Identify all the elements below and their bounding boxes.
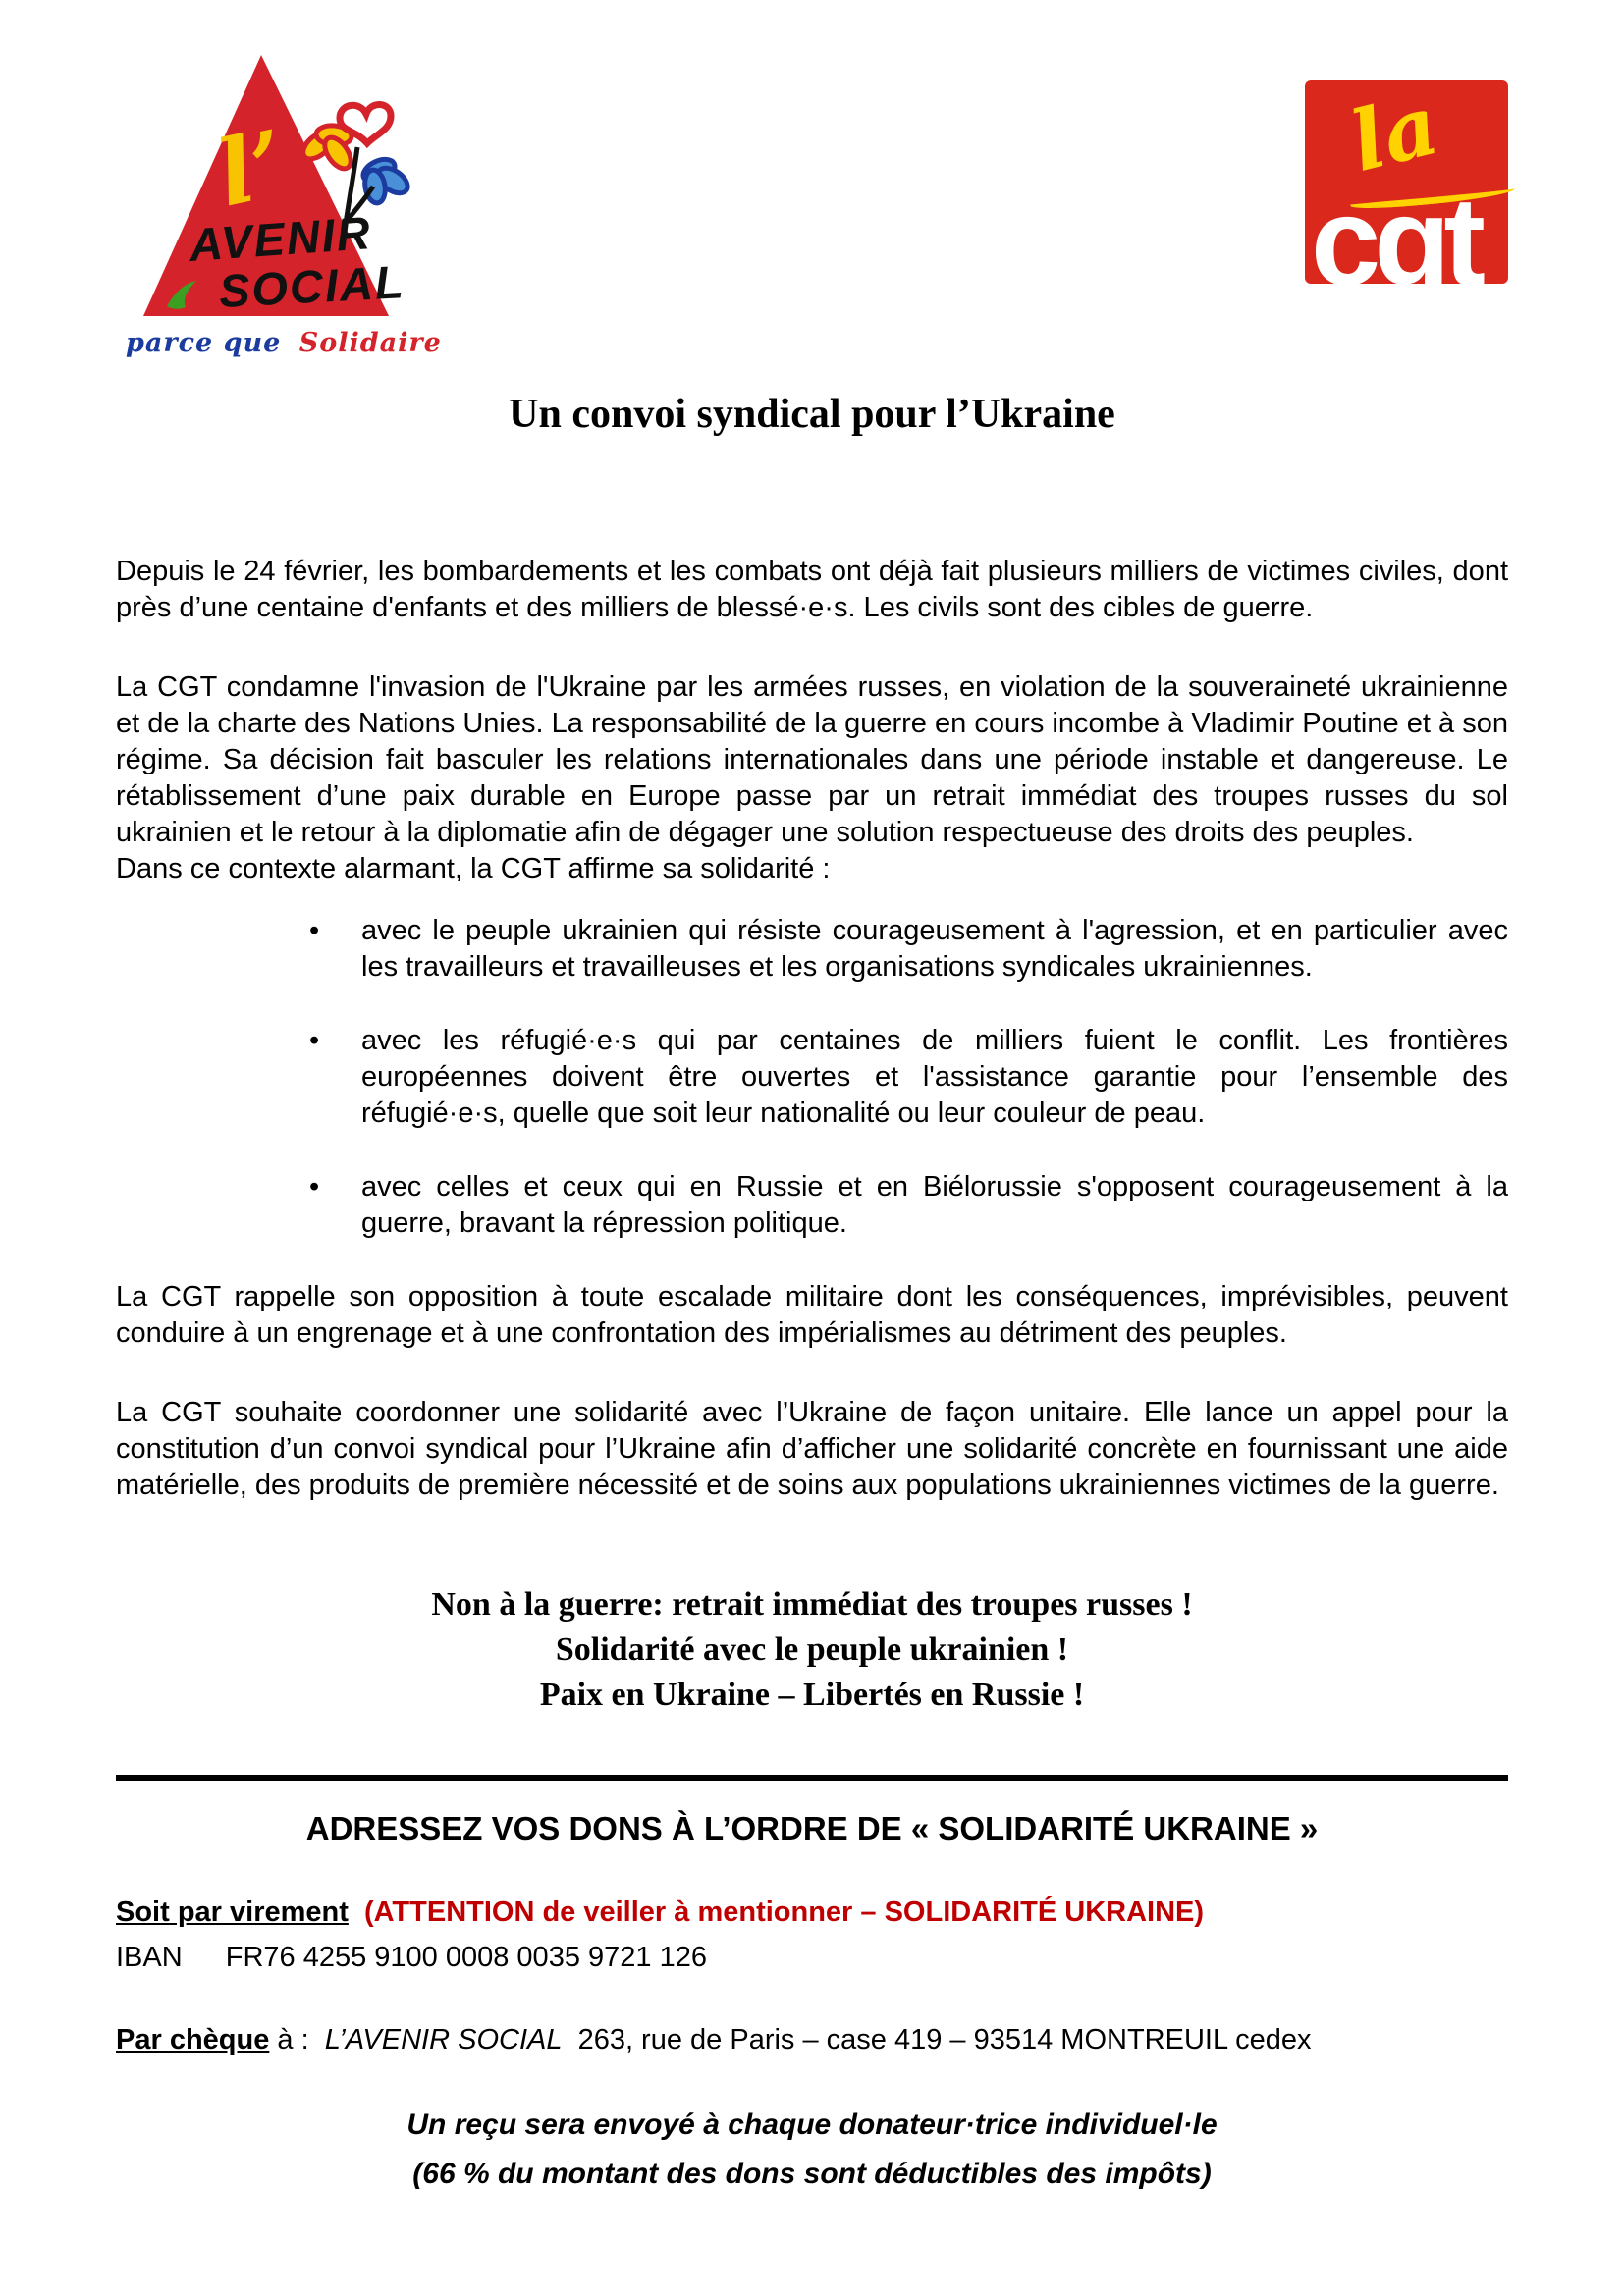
avenir-word: AVENIR (188, 206, 374, 271)
solidarity-bullet-list (309, 913, 1508, 1242)
iban-label: IBAN (116, 1942, 183, 1973)
virement-line (116, 1893, 1508, 1932)
receipt-line-2: (66 % du montant des dons sont déductibles des impôts) (412, 2158, 1212, 2190)
cheque-organisation: L’AVENIR SOCIAL (324, 2024, 563, 2056)
cgt-logo (1305, 76, 1508, 313)
iban-line (116, 1938, 1508, 1977)
section-divider (116, 1775, 1508, 1781)
cheque-address: 263, rue de Paris – case 419 – 93514 MONTREUIL cedex (577, 2024, 1312, 2056)
logo-header (116, 49, 1508, 363)
bullet-icon: • (309, 1025, 320, 1056)
avenir-lettre-l: l’ (208, 109, 296, 228)
slogan-line-1: Non à la guerre: retrait immédiat des troupes russes ! (431, 1586, 1193, 1623)
slogan-line-2: Solidarité avec le peuple ukrainien ! (555, 1631, 1069, 1668)
cheque-line (116, 2020, 1508, 2059)
paragraph-convoi: La CGT souhaite coordonner une solidarité avec l’Ukraine de façon unitaire. Elle lance un appel pour la constitution d’un convoi syndical pour l’Ukraine afin d’afficher une solidarité concrète en fournissant une aide matérielle, des produits de première nécessité et de soins aux populations ukrainiennes victimes de la guerre. (116, 1397, 1508, 1501)
iban-value: FR76 4255 9100 0008 0035 9721 126 (225, 1942, 707, 1973)
page-title: Un convoi syndical pour l’Ukraine (509, 392, 1115, 437)
bullet-text-russia-belarus: avec celles et ceux qui en Russie et en Biélorussie s'opposent courageusement à la guerre, bravant la répression politique. (361, 1171, 1508, 1239)
donation-heading: ADRESSEZ VOS DONS À L’ORDRE DE « SOLIDARITÉ UKRAINE » (305, 1810, 1319, 1846)
receipt-note (116, 2101, 1508, 2199)
receipt-line-1: Un reçu sera envoyé à chaque donateur·trice individuel·le (406, 2109, 1218, 2141)
bullet-text-refugees: avec les réfugié·e·s qui par centaines de milliers fuient le conflit. Les frontières européennes doivent être ouvertes et l'assistance garantie pour l’ensemble des réfugié·e·s, quelle que soit leur nationalité ou leur couleur de peau. (361, 1025, 1508, 1129)
cheque-label: Par chèque (116, 2024, 270, 2056)
paragraph-context: Dans ce contexte alarmant, la CGT affirme sa solidarité : (116, 853, 831, 884)
virement-warning: (ATTENTION de veiller à mentionner – SOLIDARITÉ UKRAINE) (363, 1896, 1205, 1928)
paragraph-escalade: La CGT rappelle son opposition à toute escalade militaire dont les conséquences, imprévisibles, peuvent conduire à un engrenage et à une confrontation des impérialismes au détriment des peuples. (116, 1281, 1508, 1349)
tagline-parce-que: parce que (126, 328, 282, 358)
paragraph-condemnation: La CGT condamne l'invasion de l'Ukraine par les armées russes, en violation de la souveraineté ukrainienne et de la charte des Nations Unies. La responsabilité de la guerre en cours incombe à Vladimir Poutine et à son régime. Sa décision fait basculer les relations internationales dans une période instable et dangereuse. Le rétablissement d’une paix durable en Europe passe par un retrait immédiat des troupes russes du sol ukrainien et le retour à la diplomatie afin de dégager une solution respectueuse des droits des peuples. (116, 671, 1508, 848)
cgt-logo-la: la (1341, 76, 1447, 190)
cgt-logo-cgt: cgt (1311, 172, 1479, 313)
avenir-social-logo (126, 49, 442, 358)
avenir-triangle-graphic (126, 49, 410, 329)
avenir-tagline (126, 328, 442, 358)
bullet-icon: • (309, 1171, 320, 1202)
social-word: SOCIAL (217, 255, 406, 317)
virement-label: Soit par virement (116, 1896, 349, 1928)
list-item (309, 1169, 1508, 1242)
bullet-icon: • (309, 915, 320, 946)
cheque-connector: à : (277, 2024, 309, 2056)
paragraph-intro: Depuis le 24 février, les bombardements et les combats ont déjà fait plusieurs milliers de victimes civiles, dont près d’une centaine d'enfants et des milliers de blessé·e·s. Les civils sont des cibles de guerre. (116, 556, 1508, 623)
list-item (309, 913, 1508, 986)
tagline-solidaire: Solidaire (298, 328, 442, 358)
slogan-line-3: Paix en Ukraine – Libertés en Russie ! (539, 1677, 1085, 1713)
slogans-block (116, 1582, 1508, 1718)
bullet-text-ukrainian-people: avec le peuple ukrainien qui résiste courageusement à l'agression, et en particulier avec les travailleurs et travailleuses et les organisations syndicales ukrainiennes. (361, 915, 1508, 983)
list-item (309, 1023, 1508, 1132)
